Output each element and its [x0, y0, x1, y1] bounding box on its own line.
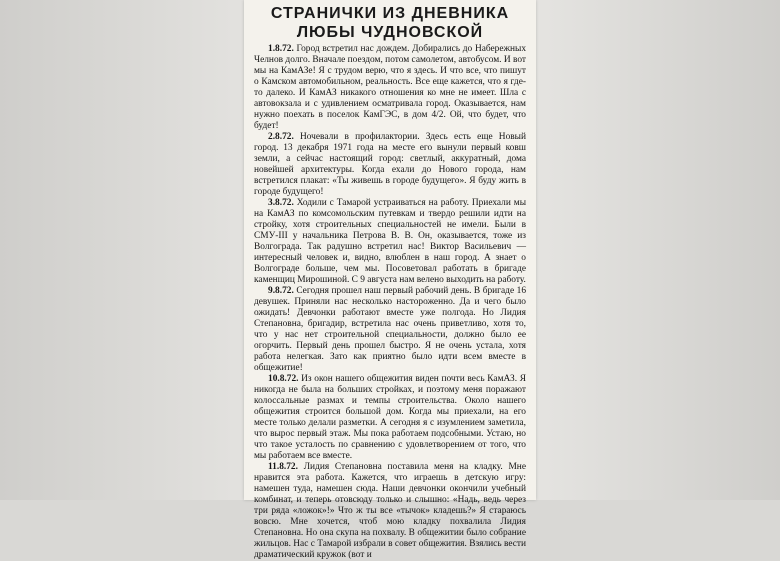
entry-text: Из окон нашего общежития виден почти весь КамАЗ. Я никогда не была на больших стройках, и поэтому меня поражают колоссальные размах и темпы строительства. Около нашего общежития строится большой дом. Когда мы приехали, на его месте только делали разметки. А сегодня я с изумлением заметила, что вырос первый этаж. Мы пока работаем подсобными. Устаю, но что такое усталость по сравнению с удовлетворением от того, что мы работаем все вместе. — [254, 374, 526, 461]
article-body — [254, 44, 526, 561]
entry-date: 2.8.72. — [268, 132, 294, 142]
entry-text: Лидия Степановна поставила меня на кладку. Мне нравится эта работа. Кажется, что играешь в детскую игру: намешен туда, намешен сюда. Наши девчонки окончили учебный комбинат, и теперь отовсюду только и слышно: «Надь, ведь через три ряда «ложок»!» Что ж ты все «тычок» кладешь?» Я стараюсь вовсю. Мне хочется, чтоб мою кладку похвалила Лидия Степановна. Но она скупа на похвалу. В общежитии было собрание жильцов. Нас с Тамарой избрали в совет общежития. Взялись вести драматический кружок (вот и — [254, 462, 526, 560]
diary-entry — [254, 286, 526, 374]
entry-date: 10.8.72. — [268, 374, 299, 384]
entry-text: Ночевали в профилактории. Здесь есть еще Новый город. 13 декабря 1971 года на месте его вынули первый ковш земли, а сейчас настоящий город: светлый, аккуратный, дома новейшей архитектуры. Когда ехали до Нового города, нам встретился плакат: «Ты живешь в городе будущего». Я буду жить в городе будущего! — [254, 132, 527, 197]
article-title-line-1: СТРАНИЧКИ ИЗ ДНЕВНИКА — [270, 5, 510, 22]
diary-entry — [254, 44, 526, 132]
diary-entry — [254, 374, 526, 462]
entry-date: 3.8.72. — [268, 198, 294, 208]
entry-text: Город встретил нас дождем. Добирались до Набережных Челнов долго. Вначале поездом, потом самолетом, автобусом. И вот мы на КамАЗе! Я с трудом верю, что я здесь. И что все, что пишут о Камском автомобильном, реальность. Все еще кажется, что я где-то далеко. И КамАЗ никакого отношения ко мне не имеет. Шла с автовокзала и с удивлением осматривала город. Оказывается, нам нужно поехать в поселок КамГЭС, в дом 4/2. Ой, что будет, что будет! — [254, 44, 527, 131]
newspaper-clipping — [244, 0, 536, 560]
diary-entry — [254, 132, 526, 198]
entry-date: 1.8.72. — [268, 44, 294, 54]
entry-text: Сегодня прошел наш первый рабочий день. В бригаде 16 девушек. Приняли нас несколько настороженно. Да и чего было ожидать! Девчонки работают вместе уже полгода. Но Лидия Степановна, бригадир, встретила нас очень приветливо, хотя то, что у нас нет строительной специальности, должно было ее огорчить. Первый день прошел быстро. Я не очень устала, хотя работа нелегкая. Зато как приятно было идти всем вместе в общежитие! — [254, 286, 527, 373]
diary-entry — [254, 198, 526, 286]
entry-text: Ходили с Тамарой устраиваться на работу. Приехали мы на КамАЗ по комсомольским путевкам и твердо решили идти на стройку, хотя строительных специальностей не имели. Были в СМУ-III у начальника Петрова В. В. Он, оказывается, тоже из Волгограда. Так радушно встретил нас! Виктор Васильевич — интересный человек и, видно, влюблен в наш город. А знает о Волгограде больше, чем мы. Посоветовал работать в бригаде каменщиц Мирошиной. С 9 августа нам велено выходить на работу. — [254, 198, 526, 285]
entry-date: 9.8.72. — [268, 286, 294, 296]
article-title-line-2: ЛЮБЫ ЧУДНОВСКОЙ — [296, 24, 484, 41]
diary-entry — [254, 462, 526, 561]
entry-date: 11.8.72. — [268, 462, 298, 472]
